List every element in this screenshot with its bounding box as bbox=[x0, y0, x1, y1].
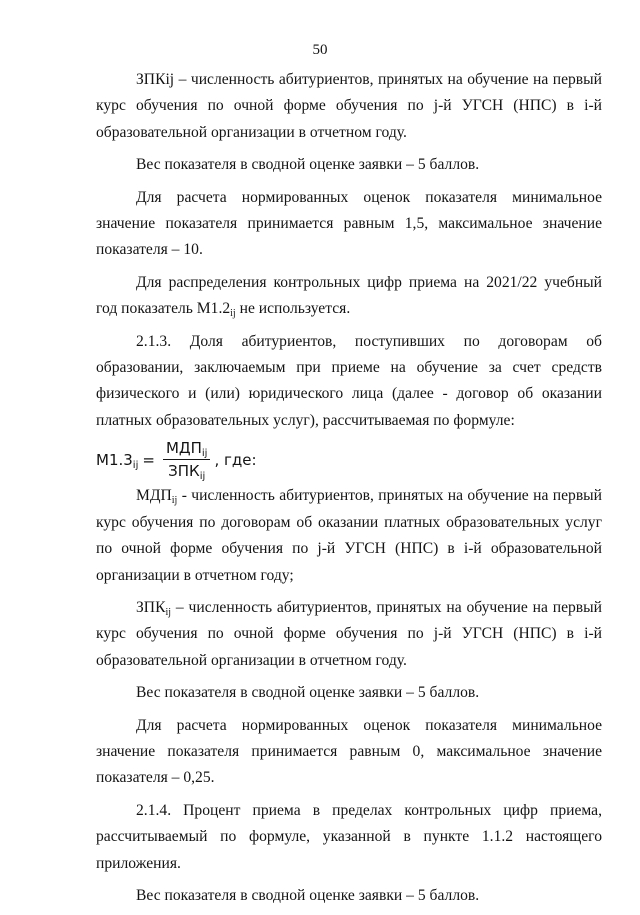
formula-m1-3 bbox=[96, 439, 602, 482]
formula-denominator: $ЗПК_{ij}$ bbox=[168, 461, 206, 482]
document-body bbox=[96, 67, 602, 915]
formula-numerator: $МДП_{ij}$ bbox=[163, 440, 211, 460]
indicator-unused-text-pre: Для распределения контрольных цифр приема на 2021/22 учебный год показатель М1.2 bbox=[96, 273, 602, 318]
formula-lhs: $М1.3_{ij}$ bbox=[96, 450, 139, 471]
page-number: 50 bbox=[312, 42, 328, 58]
paragraph-weight-3: Вес показателя в сводной оценке заявки – 5 баллов. bbox=[136, 886, 480, 904]
paragraph-weight-2: Вес показателя в сводной оценке заявки – 5 баллов. bbox=[136, 684, 480, 702]
paragraph-section-2-1-3: 2.1.3. Доля абитуриентов, поступивших по договорам об образовании, заключаемым при приеме на обучение за счет средств физического и (или) юридического лица (далее - договор об оказании платных образовательных услуг), рассчитываемая по формуле: bbox=[96, 332, 602, 429]
paragraph-zpk-definition: ЗПКij – численность абитуриентов, принятых на обучение на первый курс обучения по очной форме обучения по j-й УГСН (НПС) в i-й образовательной организации в отчетном году. bbox=[96, 71, 602, 141]
indicator-unused-text-post: не используется. bbox=[235, 300, 351, 318]
paragraph-normalization-1: Для расчета нормированных оценок показателя минимальное значение показателя принимается равным 1,5, максимальное значение показателя – 10. bbox=[96, 188, 602, 259]
formula-suffix: , где: bbox=[214, 450, 257, 469]
paragraph-section-2-1-4: 2.1.4. Процент приема в пределах контрольных цифр приема, рассчитываемый по формуле, указанной в пункте 1.1.2 настоящего приложения. bbox=[96, 801, 602, 872]
paragraph-zpk-definition-2: $ЗПК_{ij}$ – численность абитуриентов, принятых на обучение на первый курс обучения по очной форме обучения по j-й УГСН (НПС) в i-й образовательной организации в отчетном году. bbox=[96, 598, 602, 669]
formula-fraction bbox=[163, 439, 211, 482]
paragraph-mdp-definition: $МДП_{ij}$ - численность абитуриентов, принятых на обучение на первый курс обучения по договорам об оказании платных образовательных услуг по очной форме обучения по j-й УГСН (НПС) в i-й образовательной организации в отчетном году; bbox=[96, 487, 602, 584]
indicator-unused-subscript: ij bbox=[230, 308, 236, 320]
paragraph-indicator-unused bbox=[96, 270, 602, 323]
paragraph-weight-1: Вес показателя в сводной оценке заявки – 5 баллов. bbox=[136, 156, 480, 174]
formula-equals: = bbox=[142, 450, 155, 469]
paragraph-normalization-2: Для расчета нормированных оценок показателя минимальное значение показателя принимается равным 0, максимальное значение показателя – 0,25. bbox=[96, 716, 602, 787]
